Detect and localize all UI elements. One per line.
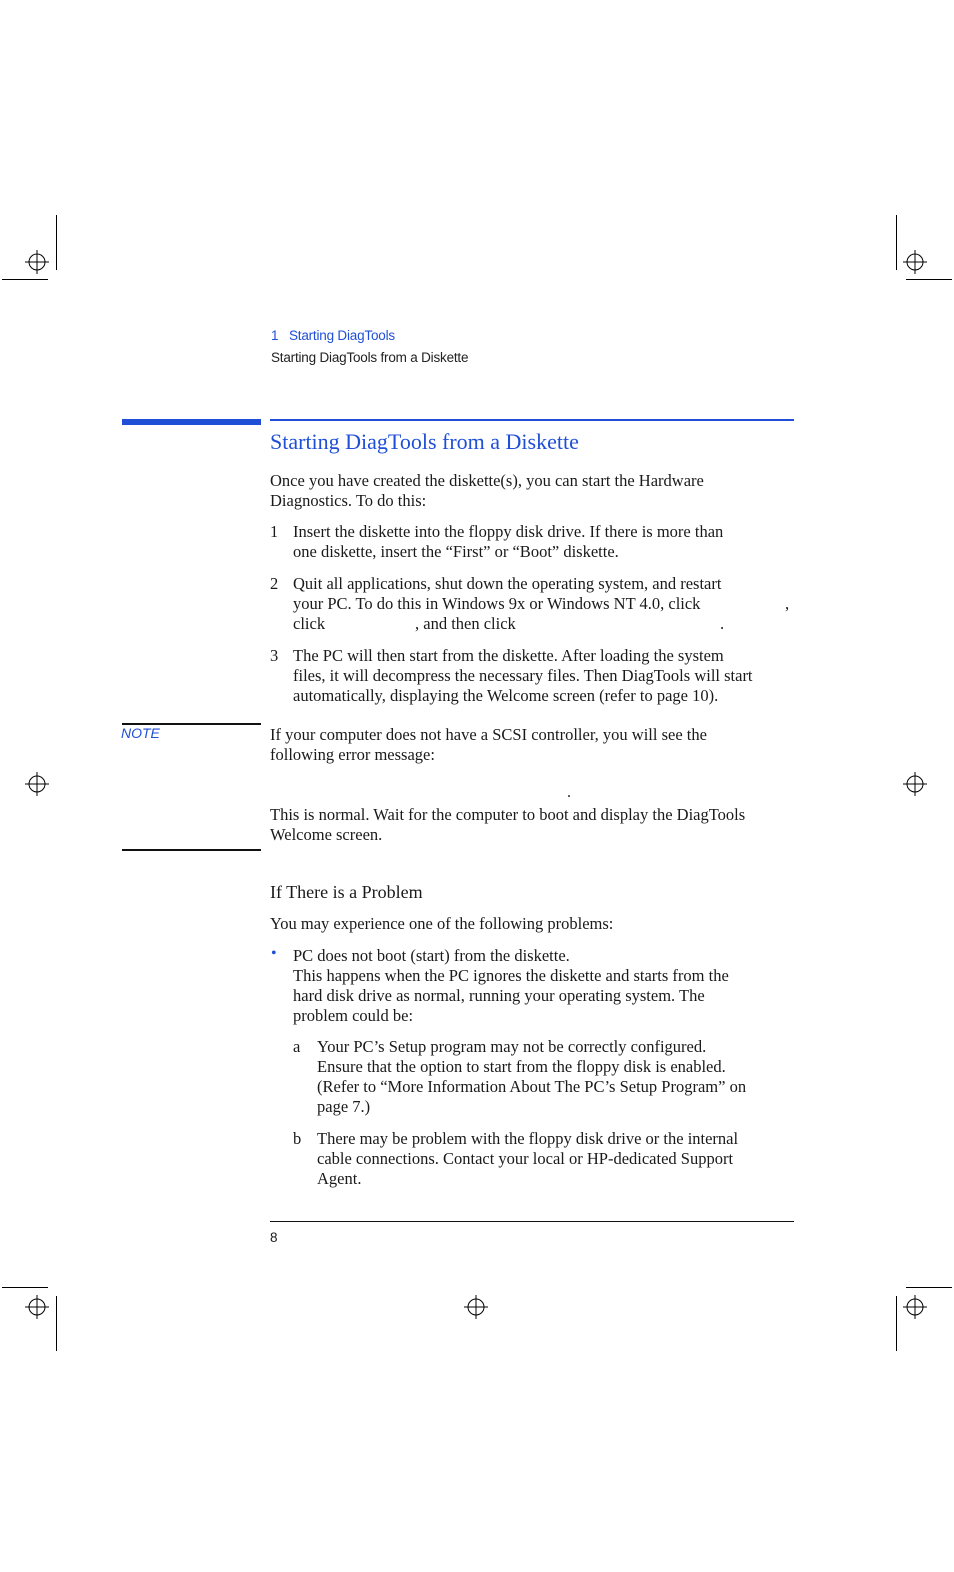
sub-item-line: Your PC’s Setup program may not be correctly configured. [317,1037,707,1056]
crop-mark [896,1296,897,1351]
intro-paragraph [270,471,790,511]
step-line: one diskette, insert the “First” or “Boot” diskette. [293,542,619,561]
crop-mark [56,1296,57,1351]
registration-mark-icon [903,1295,927,1319]
step-line: click , and then click . [293,614,725,633]
sub-item-line: cable connections. Contact your local or HP-dedicated Support [317,1149,734,1168]
sub-item-line: Agent. [317,1169,362,1188]
sub-item-text [317,1037,797,1117]
bullet-line: problem could be: [293,1006,414,1025]
crop-mark [896,215,897,270]
title-bar-right [270,419,794,421]
crop-mark [2,279,48,280]
crop-mark [906,1287,952,1288]
step-line: your PC. To do this in Windows 9x or Windows NT 4.0, click , [293,594,790,613]
problem-intro: You may experience one of the following problems: [270,914,614,933]
step-line: files, it will decompress the necessary files. Then DiagTools will start [293,666,753,685]
bullet-icon: • [271,945,277,962]
crop-mark [906,279,952,280]
note-line: This is normal. Wait for the computer to boot and display the DiagTools [270,805,746,824]
registration-mark-icon [25,1295,49,1319]
sub-item-letter: a [293,1037,301,1056]
step-line: Quit all applications, shut down the operating system, and restart [293,574,722,593]
step-text [293,574,793,634]
page-title: Starting DiagTools from a Diskette [270,429,579,454]
crop-mark [2,1287,48,1288]
running-header-chapter: 1 Starting DiagTools [271,328,395,343]
intro-line: Once you have created the diskette(s), you can start the Hardware [270,471,704,490]
step-line: Insert the diskette into the floppy disk drive. If there is more than [293,522,724,541]
note-line: If your computer does not have a SCSI controller, you will see the [270,725,707,744]
sub-item-line: There may be problem with the floppy disk drive or the internal [317,1129,739,1148]
sub-item-line: (Refer to “More Information About The PC’s Setup Program” on [317,1077,747,1096]
registration-mark-icon [903,772,927,796]
intro-line: Diagnostics. To do this: [270,491,427,510]
registration-mark-icon [25,250,49,274]
bullet-text [293,946,793,1026]
note-text [270,725,790,765]
bullet-line: This happens when the PC ignores the diskette and starts from the [293,966,729,985]
step-number: 3 [270,646,279,665]
section-heading: If There is a Problem [270,882,423,902]
sub-item-text [317,1129,797,1189]
step-text [293,522,793,562]
step-line: automatically, displaying the Welcome screen (refer to page 10). [293,686,719,705]
sub-item-letter: b [293,1129,302,1148]
note-text [270,805,790,845]
sub-item-line: Ensure that the option to start from the floppy disk is enabled. [317,1057,726,1076]
bullet-line: PC does not boot (start) from the diskette. [293,946,570,965]
registration-mark-icon [25,772,49,796]
registration-mark-icon [903,250,927,274]
note-line: following error message: [270,745,435,764]
page-number: 8 [270,1230,278,1245]
crop-mark [56,215,57,270]
step-number: 2 [270,574,279,593]
step-text [293,646,793,706]
registration-mark-icon [464,1295,488,1319]
note-line: Welcome screen. [270,825,383,844]
title-bar-left [122,419,261,425]
error-message-dot: . [567,784,571,801]
note-label: NOTE [121,725,160,741]
bullet-line: hard disk drive as normal, running your operating system. The [293,986,705,1005]
sub-item-line: page 7.) [317,1097,371,1116]
step-number: 1 [270,522,279,541]
note-bottom-rule [122,849,261,851]
step-trailing-comma: , [785,594,790,613]
step-line: The PC will then start from the diskette. After loading the system [293,646,724,665]
running-header-section: Starting DiagTools from a Diskette [271,350,469,365]
footer-rule [270,1221,794,1222]
